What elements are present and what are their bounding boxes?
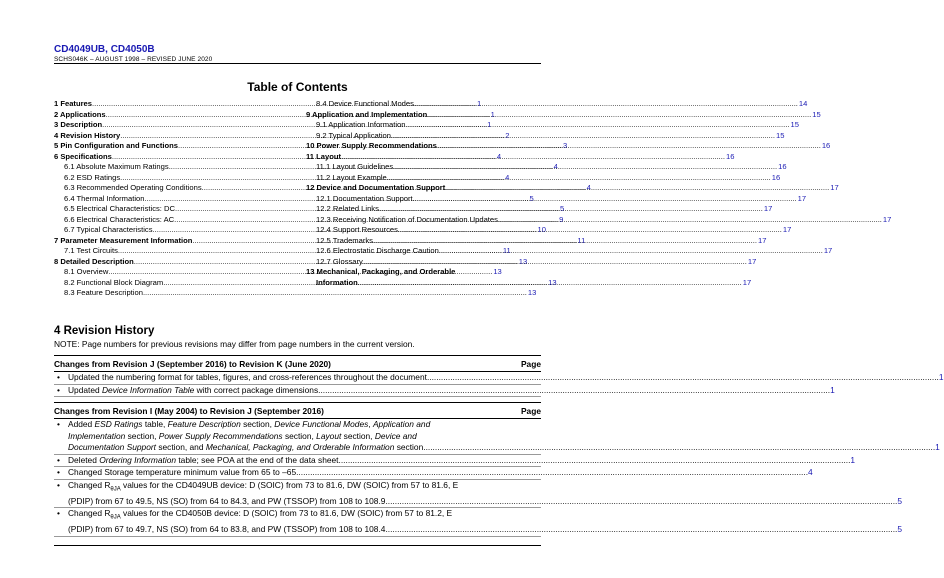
toc-page-link[interactable]: 16 xyxy=(771,172,781,182)
toc-page-link[interactable]: 4 xyxy=(496,151,502,161)
toc-entry-label: 7 Parameter Measurement Information xyxy=(54,235,193,245)
dot-leader xyxy=(358,278,742,289)
toc-page-link[interactable]: 1 xyxy=(487,120,492,129)
toc-entry-label: 6 Specifications xyxy=(54,151,112,161)
dot-leader xyxy=(318,385,830,397)
toc-entry-label: 6.2 ESD Ratings xyxy=(64,172,121,182)
toc-entry-label: 11.1 Layout Guidelines xyxy=(316,162,394,171)
toc-entry-label: 6.3 Recommended Operating Conditions xyxy=(64,183,202,192)
dot-leader xyxy=(387,173,771,184)
toc-page-link[interactable]: 4 xyxy=(586,183,591,192)
toc-entry[interactable] xyxy=(306,256,757,268)
toc-entry-label: 12.5 Trademarks xyxy=(316,235,373,245)
change-item xyxy=(54,467,813,480)
change-item xyxy=(54,384,835,398)
bullet-icon: • xyxy=(57,454,60,465)
toc-entry[interactable] xyxy=(306,162,787,173)
change-page-link[interactable]: 5 xyxy=(897,495,903,506)
dot-leader xyxy=(398,225,782,236)
toc-page-link[interactable]: 17 xyxy=(763,204,773,213)
toc-page-link[interactable]: 11 xyxy=(502,246,511,255)
change-item xyxy=(54,454,856,468)
toc-page-link[interactable]: 17 xyxy=(823,246,833,255)
toc-entry[interactable] xyxy=(306,183,839,194)
toc-entry-label: 12.7 Glossary xyxy=(316,256,363,266)
change-page-link[interactable]: 4 xyxy=(808,467,813,477)
toc-page-link[interactable]: 17 xyxy=(757,235,767,245)
dot-leader xyxy=(413,194,797,205)
toc-entry-label: 8.2 Functional Block Diagram xyxy=(64,277,164,287)
page-column-header: Page xyxy=(520,359,541,369)
toc-right-column xyxy=(306,99,892,288)
toc-page-link[interactable]: 5 xyxy=(559,204,565,213)
toc-page-link[interactable]: 17 xyxy=(742,277,752,287)
change-item-text: (PDIP) from 67 to 49.5, NS (SO) from 64 to 84.3, and PW (TSSOP) from 108 to 108.9 xyxy=(68,495,386,506)
part-numbers-link[interactable]: CD4049UB, CD4050B xyxy=(54,44,155,55)
dot-leader xyxy=(341,152,725,163)
dot-leader xyxy=(439,246,823,257)
change-page-link[interactable]: 1 xyxy=(938,372,944,382)
toc-entry-label: 4 Revision History xyxy=(54,130,121,140)
toc-page-link[interactable]: 16 xyxy=(726,151,735,161)
toc-entry-label: 12.2 Related Links xyxy=(316,204,379,213)
toc-entry-label: 8.4 Device Functional Modes xyxy=(316,99,414,108)
toc-entry-label: 12.6 Electrostatic Discharge Caution xyxy=(316,246,439,255)
dot-leader xyxy=(393,162,777,173)
toc-entry-label: 12.1 Documentation Support xyxy=(316,193,413,203)
toc-entry-label: 9.1 Application Information xyxy=(316,120,406,129)
toc-entry[interactable] xyxy=(306,99,808,110)
footer-rule xyxy=(54,545,541,546)
toc-entry-label: 8 Detailed Description xyxy=(54,256,134,266)
change-item xyxy=(54,372,944,385)
toc-page-link[interactable]: 13 xyxy=(548,277,557,287)
toc-entry[interactable] xyxy=(306,246,833,257)
toc-page-link[interactable]: 1 xyxy=(490,109,495,119)
change-item-text: Added ESD Ratings table, Feature Description section, Device Functional Modes, Application and xyxy=(68,419,431,429)
change-group-heading xyxy=(54,402,541,419)
toc-entry-label: 11.2 Layout Example xyxy=(316,172,387,182)
toc-entry-label: 8.3 Feature Description xyxy=(64,288,143,297)
change-item-text: Implementation section, Power Supply Recommendations section, Layout section, Device and xyxy=(68,430,417,441)
dot-leader xyxy=(427,110,811,121)
change-item xyxy=(54,479,903,509)
change-item xyxy=(54,419,940,455)
toc-entry[interactable] xyxy=(54,288,537,299)
dot-leader xyxy=(391,131,775,142)
bullet-icon: • xyxy=(57,384,60,395)
toc-entry[interactable] xyxy=(306,141,831,152)
toc-entry-label: 6.6 Electrical Characteristics: AC xyxy=(64,214,175,224)
toc-entry-label: 7.1 Test Circuits xyxy=(64,246,118,255)
toc-entry-label: 9 Application and Implementation xyxy=(306,109,428,119)
toc-entry[interactable] xyxy=(306,204,773,215)
toc-page-link[interactable]: 16 xyxy=(821,141,831,150)
toc-page-link[interactable]: 13 xyxy=(527,288,537,297)
toc-page-link[interactable]: 14 xyxy=(798,99,808,108)
toc-page-link[interactable]: 17 xyxy=(747,256,757,266)
change-group-heading xyxy=(54,355,541,372)
toc-entry-label: 8.1 Overview xyxy=(64,267,109,276)
bullet-icon: • xyxy=(57,508,60,519)
toc-entry-label: 6.7 Typical Characteristics xyxy=(64,225,153,234)
change-item-text: Documentation Support section, and Mechanical, Packaging, and Orderable Information section xyxy=(68,442,424,452)
dot-leader xyxy=(363,257,747,268)
toc-entry[interactable] xyxy=(306,214,892,226)
toc-page-link[interactable]: 4 xyxy=(553,162,558,171)
toc-entry-label: 6.5 Electrical Characteristics: DC xyxy=(64,204,175,213)
dot-leader xyxy=(498,215,882,226)
toc-page-link[interactable]: 4 xyxy=(505,172,510,182)
toc-entry-label: 6.1 Absolute Maximum Ratings xyxy=(64,162,169,171)
toc-entry[interactable] xyxy=(306,267,541,278)
toc-entry-label: 13 Mechanical, Packaging, and Orderable xyxy=(306,267,456,276)
toc-entry[interactable] xyxy=(306,109,821,121)
bullet-icon: • xyxy=(57,419,60,429)
dot-leader xyxy=(385,524,897,536)
toc-entry-label: 12.4 Support Resources xyxy=(316,225,398,234)
toc-entry-label: Information xyxy=(316,277,358,287)
dot-leader xyxy=(437,141,821,152)
toc-page-link[interactable]: 1 xyxy=(476,99,482,108)
toc-page-link[interactable]: 3 xyxy=(563,141,568,150)
dot-leader xyxy=(385,496,897,508)
toc-page-link[interactable]: 11 xyxy=(577,235,586,245)
toc-entry[interactable] xyxy=(306,130,785,142)
toc-entry-label: 6.4 Thermal Information xyxy=(64,193,145,203)
toc-entry-label: 12.3 Receiving Notification of Documentation Updates xyxy=(316,214,498,224)
change-group-title: Changes from Revision I (May 2004) to Revision J (September 2016) xyxy=(54,406,324,416)
change-item xyxy=(54,508,903,537)
toc-entry-label: 10 Power Supply Recommendations xyxy=(306,141,437,150)
toc-page-link[interactable]: 13 xyxy=(518,256,528,266)
change-item-text: Changed $R_{\theta JA}$ values for the CD4049UB device: D (SOIC) from 73 to 81.6, DW (SOIC) from 57 to 81.6, E xyxy=(68,479,459,493)
change-item-text: Deleted Ordering Information table; see POA at the end of the data sheet xyxy=(68,454,339,465)
dot-leader xyxy=(414,99,798,110)
toc-title: Table of Contents xyxy=(247,80,348,94)
bullet-icon: • xyxy=(57,479,60,490)
toc-entry[interactable] xyxy=(306,120,799,131)
header-rule xyxy=(54,63,541,64)
document-header xyxy=(54,44,424,64)
toc-entry-label: 5 Pin Configuration and Functions xyxy=(54,141,179,150)
toc-page-link[interactable]: 17 xyxy=(830,183,839,192)
change-group-title: Changes from Revision J (September 2016) to Revision K (June 2020) xyxy=(54,359,331,369)
change-item-text: Changed $R_{\theta JA}$ values for the CD4050B device: D (SOIC) from 73 to 81.6, DW (SOIC) from 57 to 81.2, E xyxy=(68,508,453,521)
toc-page-link[interactable]: 10 xyxy=(537,225,546,234)
toc-entry-label: 1 Features xyxy=(54,99,92,108)
change-page-link[interactable]: 5 xyxy=(897,524,903,535)
dot-leader xyxy=(373,236,757,247)
dot-leader xyxy=(406,120,790,131)
change-item-text: (PDIP) from 67 to 49.7, NS (SO) from 64 to 83.8, and PW (TSSOP) from 108 to 108.4 xyxy=(68,524,386,535)
toc-entry-label: 3 Description xyxy=(54,120,103,129)
toc-page-link[interactable]: 15 xyxy=(812,109,821,119)
toc-entry[interactable] xyxy=(306,193,807,205)
toc-page-link[interactable]: 5 xyxy=(529,193,534,203)
dot-leader xyxy=(379,204,763,215)
bullet-icon: • xyxy=(57,467,60,477)
dot-leader xyxy=(427,372,939,384)
change-group xyxy=(54,402,940,537)
change-item-text: Updated the numbering format for tables, figures, and cross-references throughout the document xyxy=(68,372,427,382)
toc-entry-label: 11 Layout xyxy=(306,151,342,161)
dot-leader xyxy=(423,442,935,454)
bullet-icon: • xyxy=(57,372,60,382)
toc-entry[interactable] xyxy=(306,172,781,184)
dot-leader xyxy=(339,455,851,467)
dot-leader xyxy=(143,288,527,299)
change-item-text: Updated Device Information Table with correct package dimensions xyxy=(68,384,319,395)
toc-page-link[interactable]: 17 xyxy=(797,193,807,203)
toc-entry-label: 9.2 Typical Application xyxy=(316,130,392,140)
toc-page-link[interactable]: 15 xyxy=(776,130,785,140)
revision-note: NOTE: Page numbers for previous revisions may differ from page numbers in the current version. xyxy=(54,339,415,349)
toc-entry[interactable] xyxy=(306,151,735,163)
toc-page-link[interactable]: 16 xyxy=(778,162,787,171)
dot-leader xyxy=(445,183,829,194)
change-page-link[interactable]: 1 xyxy=(935,442,940,452)
revision-history-title: 4 Revision History xyxy=(54,325,155,337)
change-item-text: Changed Storage temperature minimum value from 65 to –65 xyxy=(68,467,297,477)
toc-page-link[interactable]: 9 xyxy=(559,214,564,224)
toc-entry-label: 12 Device and Documentation Support xyxy=(306,183,446,192)
dot-leader xyxy=(296,467,808,479)
change-page-link[interactable]: 1 xyxy=(830,384,835,395)
toc-page-link[interactable]: 2 xyxy=(505,130,510,140)
toc-page-link[interactable]: 13 xyxy=(493,267,502,276)
change-page-link[interactable]: 1 xyxy=(850,454,856,465)
toc-entry-label: 2 Applications xyxy=(54,109,106,119)
literature-number: SCHS046K – AUGUST 1998 – REVISED JUNE 2020 xyxy=(54,56,213,63)
toc-page-link[interactable]: 15 xyxy=(790,120,799,129)
change-group xyxy=(54,355,944,397)
page-column-header: Page xyxy=(520,406,541,416)
toc-page-link[interactable]: 17 xyxy=(882,214,892,224)
toc-page-link[interactable]: 17 xyxy=(782,225,792,234)
